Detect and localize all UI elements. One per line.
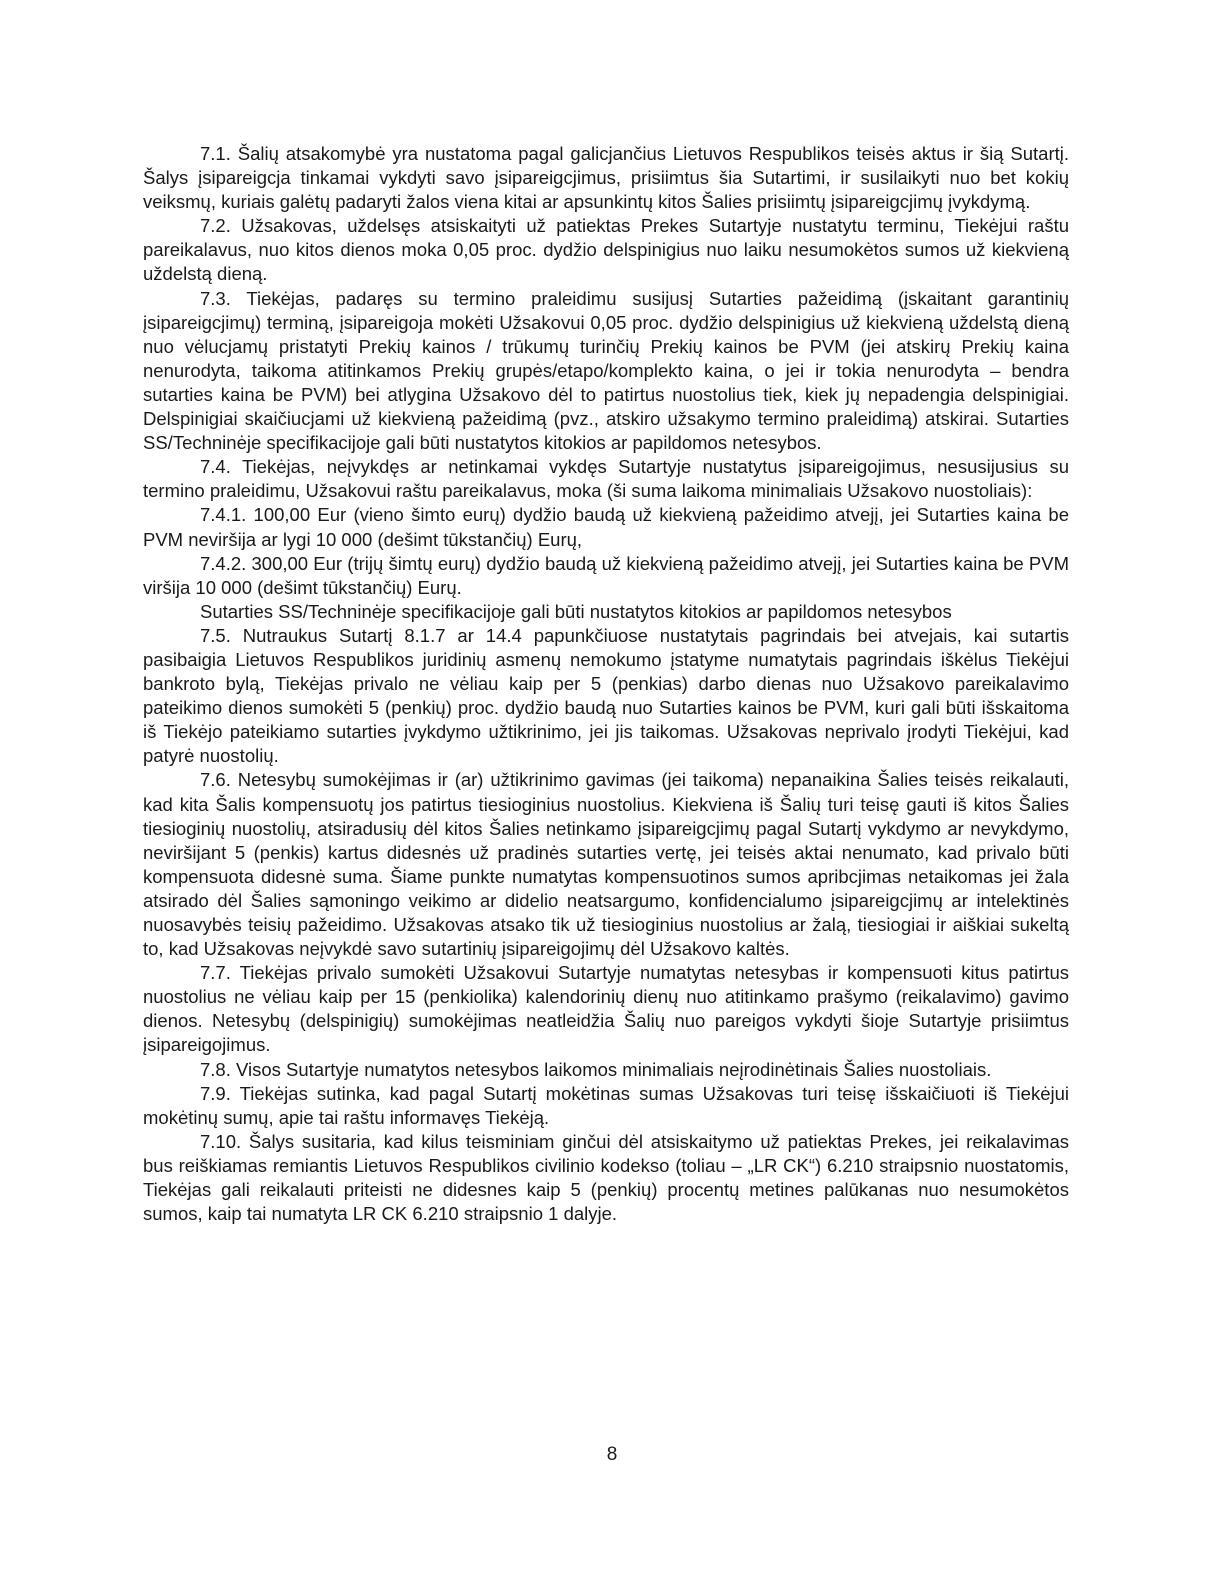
paragraph-7-6: 7.6. Netesybų sumokėjimas ir (ar) užtikrinimo gavimas (jei taikoma) nepanaikina Šalies teisės reikalauti, kad kita Šalis kompensuotų jos patirtus tiesioginius nuostolius. Kiekviena iš Šalių turi teisę gauti iš kitos Šalies tiesioginių nuostolių, atsiradusių dėl kitos Šalies netinkamo įsipareigcjimų pagal Sutartį vykdymo ar nevykdymo, neviršijant 5 (penkis) kartus didesnės už pradinės sutarties vertę, jei teisės aktai nenumato, kad privalo būti kompensuota didesnė suma. Šiame punkte numatytas kompensuotinos sumos apribcjimas netaikomas jei žala atsirado dėl Šalies sąmoningo veikimo ar didelio neatsargumo, konfidencialumo įsipareigcjimų ar intelektinės nuosavybės teisių pažeidimo. Užsakovas atsako tik už tiesioginius nuostolius ar žalą, tiesiogiai ir aiškiai sukeltą to, kad Užsakovas neįvykdė savo sutartinių įsipareigojimų dėl Užsakovo kaltės. [143, 769, 1069, 960]
paragraph-7-1: 7.1. Šalių atsakomybė yra nustatoma pagal galicjančius Lietuvos Respublikos teisės aktus ir šią Sutartį. Šalys įsipareigcja tinkamai vykdyti savo įsipareigcjimus, prisiimtus šia Sutartimi, ir susilaikyti nuo bet kokių veiksmų, kuriais galėtų padaryti žalos viena kitai ar apsunkintų kitos Šalies prisiimtų įsipareigcjimų įvykdymą. [143, 143, 1069, 213]
paragraph-7-5: 7.5. Nutraukus Sutartį 8.1.7 ar 14.4 papunkčiuose nustatytais pagrindais bei atvejais, kai sutartis pasibaigia Lietuvos Respublikos juridinių asmenų nemokumo įstatyme numatytais pagrindais iškėlus Tiekėjui bankroto bylą, Tiekėjas privalo ne vėliau kaip per 5 (penkias) darbo dienas nuo Užsakovo pareikalavimo pateikimo dienos sumokėti 5 (penkių) proc. dydžio baudą nuo Sutarties kainos be PVM, kuri gali būti išskaitoma iš Tiekėjo pateikiamo sutarties įvykdymo užtikrinimo, jei jis taikomas. Užsakovas neprivalo įrodyti Tiekėjui, kad patyrė nuostolių. [143, 624, 1069, 767]
paragraph-7-3: 7.3. Tiekėjas, padaręs su termino praleidimu susijusį Sutarties pažeidimą (įskaitant garantinių įsipareigcjimų) terminą, įsipareigoja mokėti Užsakovui 0,05 proc. dydžio delspinigius už kiekvieną uždelstą dieną nuo vėlucjamų pristatyti Prekių kainos / trūkumų turinčių Prekių kainos be PVM (jei atskirų Prekių kaina nenurodyta, taikoma atitinkamos Prekių grupės/etapo/komplekto kaina, o jei ir tokia nenurodyta – bendra sutarties kaina be PVM) bei atlygina Užsakovo dėl to patirtus nuostolius tiek, kiek jų nepadengia delspinigiai. Delspinigiai skaičiucjami už kiekvieną pažeidimą (pvz., atskiro užsakymo termino praleidimą) atskirai. Sutarties SS/Techninėje specifikacijoje gali būti nustatytos kitokios ar papildomos netesybos. [143, 287, 1069, 454]
paragraph-7-8: 7.8. Visos Sutartyje numatytos netesybos laikomos minimaliais neįrodinėtinais Šalies nuostoliais. [200, 1058, 992, 1080]
paragraph-7-7: 7.7. Tiekėjas privalo sumokėti Užsakovui Sutartyje numatytas netesybas ir kompensuoti kitus patirtus nuostolius ne vėliau kaip per 15 (penkiolika) kalendorinių dienų nuo atitinkamo prašymo (reikalavimo) gavimo dienos. Netesybų (delspinigių) sumokėjimas neatleidžia Šalių nuo pareigos vykdyti šioje Sutartyje prisiimtus įsipareigojimus. [143, 962, 1069, 1056]
paragraph-7-4-2: 7.4.2. 300,00 Eur (trijų šimtų eurų) dydžio baudą už kiekvieną pažeidimo atvejį, jei Sutarties kaina be PVM viršija 10 000 (dešimt tūkstančių) Eurų. [143, 552, 1069, 598]
paragraph-7-9: 7.9. Tiekėjas sutinka, kad pagal Sutartį mokėtinas sumas Užsakovas turi teisę išskaičiuoti iš Tiekėjui mokėtinų sumų, apie tai raštu informavęs Tiekėją. [143, 1082, 1069, 1128]
document-body [143, 142, 1069, 1226]
paragraph-7-4: 7.4. Tiekėjas, neįvykdęs ar netinkamai vykdęs Sutartyje nustatytus įsipareigojimus, nesusijusius su termino praleidimu, Užsakovui raštu pareikalavus, moka (ši suma laikoma minimaliais Užsakovo nuostoliais): [143, 456, 1069, 502]
page-number: 8 [606, 1444, 618, 1465]
paragraph-specification-note: Sutarties SS/Techninėje specifikacijoje gali būti nustatytos kitokios ar papildomos netesybos [200, 600, 952, 622]
paragraph-7-10: 7.10. Šalys susitaria, kad kilus teisminiam ginčui dėl atsiskaitymo už patiektas Prekes, jei reikalavimas bus reiškiamas remiantis Lietuvos Respublikos civilinio kodekso (toliau – „LR CK“) 6.210 straipsnio nuostatomis, Tiekėjas gali reikalauti priteisti ne didesnes kaip 5 (penkių) procentų metines palūkanas nuo nesumokėtos sumos, kaip tai numatyta LR CK 6.210 straipsnio 1 dalyje. [143, 1130, 1069, 1225]
paragraph-7-2: 7.2. Užsakovas, uždelsęs atsiskaityti už patiektas Prekes Sutartyje nustatytu terminu, Tiekėjui raštu pareikalavus, nuo kitos dienos moka 0,05 proc. dydžio delspinigius nuo laiku nesumokėtos sumos už kiekvieną uždelstą dieną. [143, 215, 1069, 285]
paragraph-7-4-1: 7.4.1. 100,00 Eur (vieno šimto eurų) dydžio baudą už kiekvieną pažeidimo atvejį, jei Sutarties kaina be PVM neviršija ar lygi 10 000 (dešimt tūkstančių) Eurų, [143, 504, 1069, 550]
